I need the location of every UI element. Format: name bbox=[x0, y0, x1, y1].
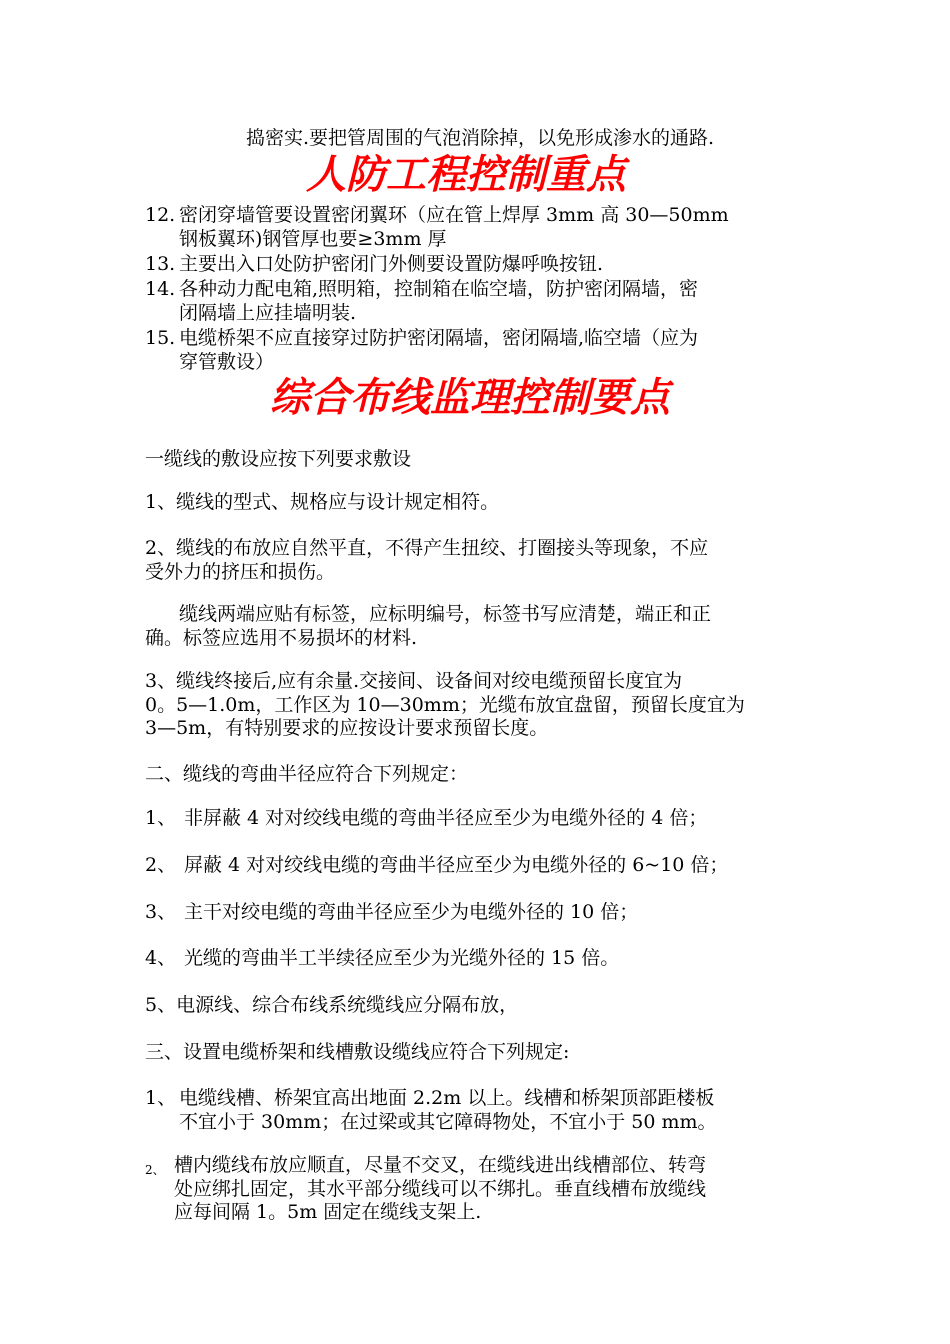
list-item: 主干对绞电缆的弯曲半径应至少为电缆外径的 10 倍； bbox=[184, 901, 639, 923]
list-number: 3、 bbox=[145, 901, 177, 923]
paragraph-cont: 3—5m，有特别要求的应按设计要求预留长度。 bbox=[145, 717, 549, 739]
paragraph: 二、缆线的弯曲半径应符合下列规定： bbox=[145, 763, 469, 785]
item-number: 14. bbox=[145, 278, 176, 300]
list-item-cont: 处应绑扎固定，其水平部分缆线可以不绑扎。垂直线槽布放缆线 bbox=[174, 1178, 707, 1200]
paragraph: 三、设置电缆桥架和线槽敷设缆线应符合下列规定: bbox=[145, 1041, 570, 1063]
item-text-cont: 闭隔墙上应挂墙明装. bbox=[179, 302, 357, 324]
item-text-cont: 钢板翼环)钢管厚也要≥3mm 厚 bbox=[179, 228, 447, 250]
paragraph-cont: 0。5—1.0m，工作区为 10—30mm；光缆布放宜盘留，预留长度宜为 bbox=[145, 694, 745, 716]
paragraph: 一缆线的敷设应按下列要求敷设 bbox=[145, 448, 412, 470]
item-text-cont: 穿管敷设） bbox=[179, 351, 275, 373]
list-item: 槽内缆线布放应顺直，尽量不交叉，在缆线进出线槽部位、转弯 bbox=[174, 1154, 707, 1176]
list-item: 光缆的弯曲半工半续径应至少为光缆外径的 15 倍。 bbox=[184, 947, 620, 969]
list-number: 1、 bbox=[145, 807, 177, 829]
paragraph: 缆线两端应贴有标签，应标明编号，标签书写应清楚，端正和正 bbox=[179, 603, 712, 625]
list-number: 4、 bbox=[145, 947, 177, 969]
section-title-civil-defense: 人防工程控制重点 bbox=[306, 152, 626, 198]
paragraph-cont: 确。标签应选用不易损坏的材料. bbox=[145, 627, 418, 649]
item-text: 电缆桥架不应直接穿过防护密闭隔墙，密闭隔墙,临空墙（应为 bbox=[179, 327, 699, 349]
paragraph: 3、缆线终接后,应有余量.交接间、设备间对绞电缆预留长度宜为 bbox=[145, 670, 683, 692]
item-number: 15. bbox=[145, 327, 176, 349]
list-item: 屏蔽 4 对对绞线电缆的弯曲半径应至少为电缆外径的 6~10 倍； bbox=[184, 854, 729, 876]
paragraph: 2、缆线的布放应自然平直，不得产生扭绞、打圈接头等现象，不应 bbox=[145, 537, 709, 559]
paragraph: 5、电源线、综合布线系统缆线应分隔布放， bbox=[145, 994, 519, 1016]
top-line: 捣密实.要把管周围的气泡消除掉，以免形成渗水的通路. bbox=[246, 127, 715, 149]
item-text: 各种动力配电箱,照明箱，控制箱在临空墙，防护密闭隔墙，密 bbox=[179, 278, 699, 300]
item-number: 13. bbox=[145, 253, 176, 275]
section-title-cabling: 综合布线监理控制要点 bbox=[270, 375, 670, 421]
paragraph-cont: 受外力的挤压和损伤。 bbox=[145, 561, 336, 583]
item-text: 密闭穿墙管要设置密闭翼环（应在管上焊厚 3mm 高 30—50mm bbox=[179, 204, 729, 226]
list-item: 电缆线槽、桥架宜高出地面 2.2m 以上。线槽和桥架顶部距楼板 bbox=[179, 1087, 715, 1109]
list-item-cont: 不宜小于 30mm；在过梁或其它障碍物处，不宜小于 50 mm。 bbox=[179, 1111, 717, 1133]
list-number: 1、 bbox=[145, 1087, 177, 1109]
list-number: 2、 bbox=[145, 854, 177, 876]
list-item: 非屏蔽 4 对对绞线电缆的弯曲半径应至少为电缆外径的 4 倍； bbox=[184, 807, 708, 829]
list-item-cont: 应每间隔 1。5m 固定在缆线支架上. bbox=[174, 1201, 482, 1223]
item-number: 12. bbox=[145, 204, 176, 226]
list-number: 2、 bbox=[145, 1163, 165, 1177]
item-text: 主要出入口处防护密闭门外侧要设置防爆呼唤按钮. bbox=[179, 253, 604, 275]
paragraph: 1、缆线的型式、规格应与设计规定相符。 bbox=[145, 491, 500, 513]
